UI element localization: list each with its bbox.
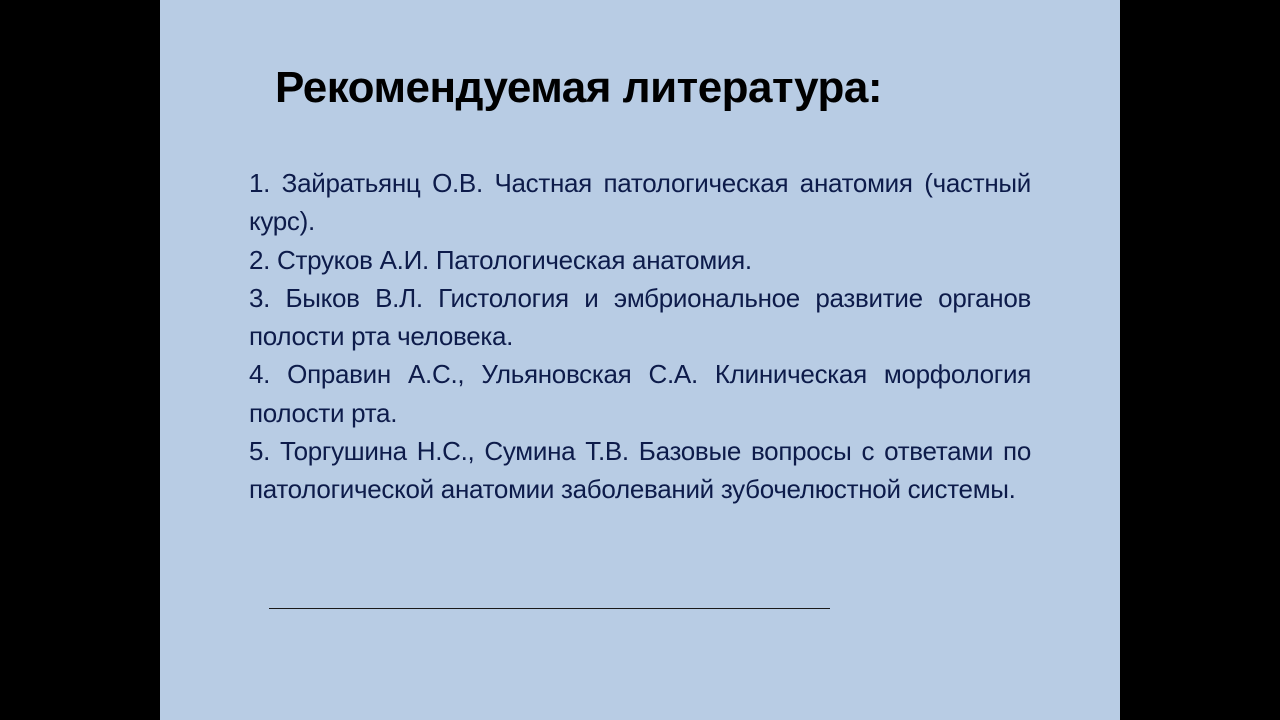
literature-item: 3. Быков В.Л. Гистология и эмбриональное развитие органов полости рта человека.: [249, 282, 1031, 352]
literature-item: 4. Оправин А.С., Ульяновская С.А. Клиническая морфология полости рта.: [249, 359, 1031, 428]
literature-item: 2. Струков А.И. Патологическая анатомия.: [249, 244, 752, 275]
literature-list: [249, 164, 1031, 509]
presentation-slide: [160, 0, 1120, 720]
slide-title: Рекомендуемая литература:: [275, 63, 883, 112]
literature-item: 1. Зайратьянц О.В. Частная патологическая анатомия (частный курс).: [249, 168, 1031, 237]
literature-item: 5. Торгушина Н.С., Сумина Т.В. Базовые вопросы с ответами по патологической анатомии заболеваний зубочелюстной системы.: [249, 436, 1031, 505]
footnote-divider: [269, 608, 830, 609]
